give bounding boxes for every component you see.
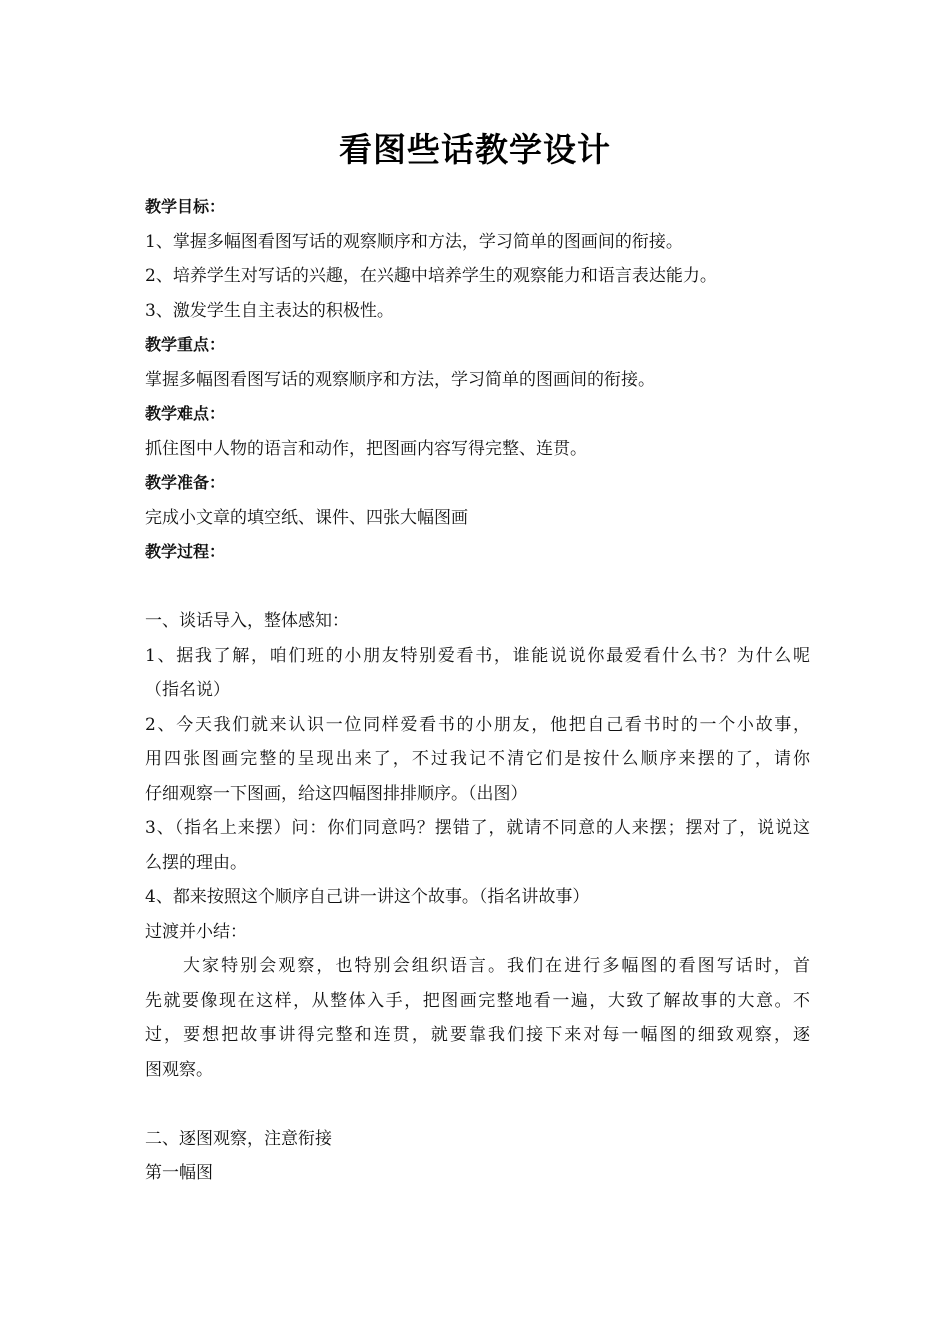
section2-subheading: 第一幅图	[145, 1163, 213, 1183]
section1-heading: 一、谈话导入，整体感知：	[145, 611, 349, 631]
section1-line: 么摆的理由。	[145, 852, 247, 873]
section1-line: 3、（指名上来摆）问：你们同意吗？摆错了，就请不同意的人来摆；摆对了，说说这	[145, 818, 810, 838]
summary-line: 先就要像现在这样，从整体入手，把图画完整地看一遍，大致了解故事的大意。不	[145, 990, 810, 1011]
process-heading: 教学过程：	[145, 542, 226, 561]
summary-line: 大家特别会观察，也特别会组织语言。我们在进行多幅图的看图写话时，首	[183, 956, 810, 976]
section1-line: 2、今天我们就来认识一位同样爱看书的小朋友，他把自己看书时的一个小故事，	[145, 714, 810, 735]
document-body	[145, 190, 810, 1191]
objective-item: 3、激发学生自主表达的积极性。	[145, 300, 394, 321]
section2-heading: 二、逐图观察，注意衔接	[145, 1128, 332, 1149]
section1-line: 1、据我了解，咱们班的小朋友特别爱看书，谁能说说你最爱看什么书？为什么呢	[145, 645, 810, 666]
difficulties-text: 抓住图中人物的语言和动作，把图画内容写得完整、连贯。	[145, 438, 587, 459]
section1-line: 过渡并小结：	[145, 921, 247, 942]
summary-line: 过，要想把故事讲得完整和连贯，就要靠我们接下来对每一幅图的细致观察，逐	[145, 1025, 810, 1045]
blank-line	[145, 570, 810, 605]
objective-item: 1、掌握多幅图看图写话的观察顺序和方法，学习简单的图画间的衔接。	[145, 231, 683, 252]
objective-item: 2、培养学生对写话的兴趣，在兴趣中培养学生的观察能力和语言表达能力。	[145, 266, 717, 286]
objectives-heading: 教学目标：	[145, 197, 226, 216]
document-title: 看图些话教学设计	[339, 130, 611, 169]
key-points-text: 掌握多幅图看图写话的观察顺序和方法，学习简单的图画间的衔接。	[145, 369, 655, 390]
preparation-heading: 教学准备：	[145, 473, 226, 492]
difficulties-heading: 教学难点：	[145, 404, 226, 423]
section1-line: 4、都来按照这个顺序自己讲一讲这个故事。（指名讲故事）	[145, 887, 590, 907]
section1-line: 仔细观察一下图画，给这四幅图排排顺序。（出图）	[145, 783, 528, 804]
key-points-heading: 教学重点：	[145, 335, 226, 354]
preparation-text: 完成小文章的填空纸、课件、四张大幅图画	[145, 507, 468, 528]
blank-line	[145, 1087, 810, 1122]
summary-line: 图观察。	[145, 1059, 213, 1080]
section1-line: 用四张图画完整的呈现出来了，不过我记不清它们是按什么顺序来摆的了，请你	[145, 749, 810, 769]
section1-line: （指名说）	[145, 680, 230, 700]
